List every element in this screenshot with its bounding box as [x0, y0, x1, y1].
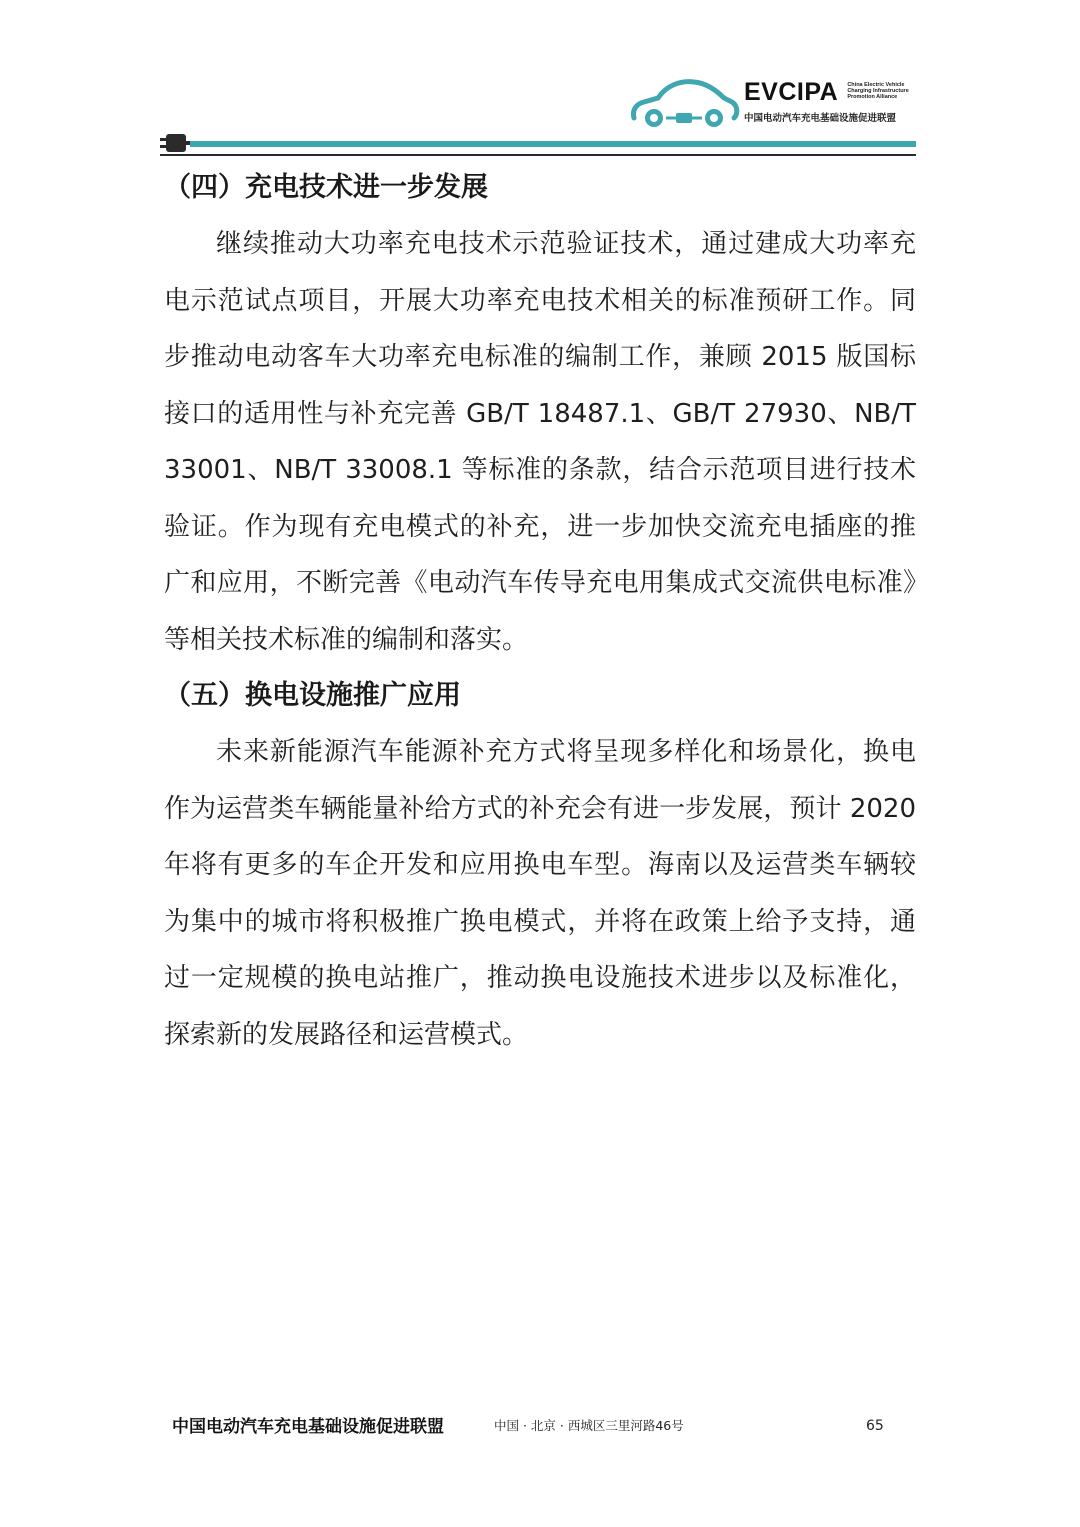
plug-icon — [160, 130, 194, 156]
page-footer — [172, 1408, 902, 1438]
header-teal-rule — [190, 141, 916, 147]
page-number: 65 — [866, 1418, 884, 1434]
section-paragraph-5: 未来新能源汽车能源补充方式将呈现多样化和场景化，换电作为运营类车辆能量补给方式的补充会有进一步发展，预计 2020 年将有更多的车企开发和应用换电车型。海南以及运营类车辆较为集中的城市将积极推广换电模式，并将在政策上给予支持，通过一定规模的换电站推广，推动换电设施技术进步以及标准化，探索新的发展路径和运营模式。 — [164, 737, 916, 1050]
header-dark-rule — [160, 154, 916, 156]
section-heading-4: （四）充电技术进一步发展 — [164, 172, 488, 203]
logo-subtitle — [847, 82, 908, 101]
ev-car-logo-icon — [628, 74, 740, 130]
logo-subtitle-line: Promotion Alliance — [847, 94, 898, 101]
logo-subtitle-line: China Electric Vehicle — [847, 82, 905, 88]
logo-name: EVCIPA — [744, 78, 839, 106]
footer-organization: 中国电动汽车充电基础设施促进联盟 — [172, 1417, 444, 1437]
section-heading-5: （五）换电设施推广应用 — [164, 680, 461, 711]
section-paragraph-4: 继续推动大功率充电技术示范验证技术，通过建成大功率充电示范试点项目，开展大功率充电技术相关的标准预研工作。同步推动电动客车大功率充电标准的编制工作，兼顾 2015 版国标接口的适用性与补充完善 GB/T 18487.1、GB/T 27930、NB/T 33001、NB/T 33008.1 等标准的条款，结合示范项目进行技术验证。作为现有充电模式的补充，进一步加快交流充电插座的推广和应用，不断完善《电动汽车传导充电用集成式交流供电标准》等相关技术标准的编制和落实。 — [164, 229, 916, 655]
logo-text-block — [744, 78, 909, 106]
logo-chinese-name: 中国电动汽车充电基础设施促进联盟 — [744, 113, 897, 124]
page-content — [164, 160, 916, 1063]
logo-subtitle-line: Charging Infrastructure — [847, 88, 909, 95]
footer-address: 中国 · 北京 · 西城区三里河路46号 — [494, 1418, 684, 1433]
page-header — [0, 0, 1080, 165]
